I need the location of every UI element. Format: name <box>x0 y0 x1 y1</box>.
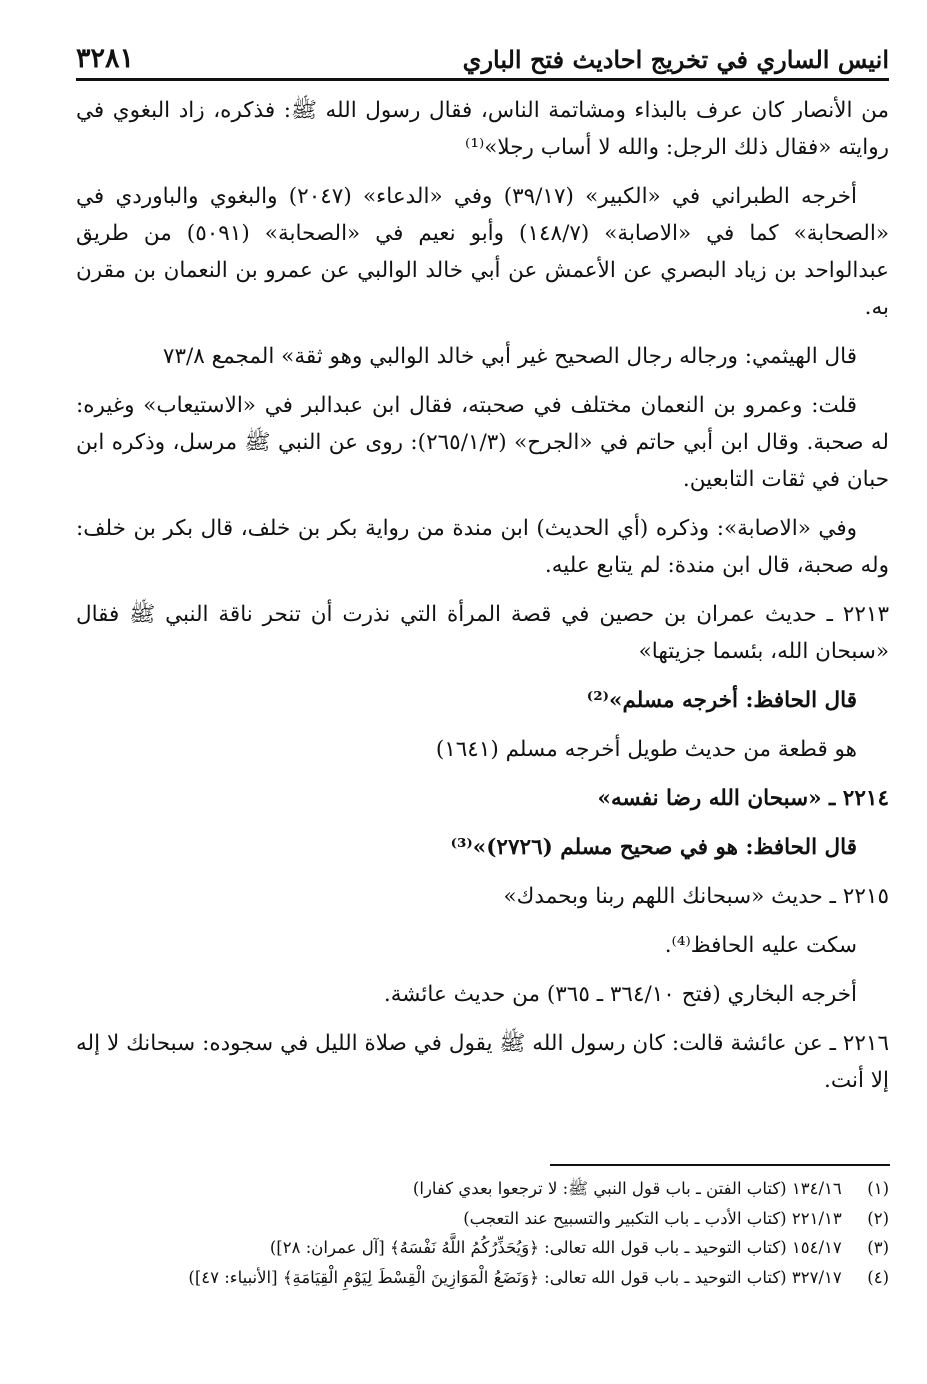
footnote <box>76 1174 889 1204</box>
hadith-entry-2216: ٢٢١٦ ـ عن عائشة قالت: كان رسول الله ﷺ يقول في صلاة الليل في سجوده: سبحانك لا إله إلا أنت. <box>76 1031 889 1093</box>
paragraph: وفي «الاصابة»: وذكره (أي الحديث) ابن مندة من رواية بكر بن خلف، قال بكر بن خلف: وله صحبة، قال ابن مندة: لم يتابع عليه. <box>76 516 889 578</box>
hadith-entry-2213: ٢٢١٣ ـ حديث عمران بن حصين في قصة المرأة التي نذرت أن تنحر ناقة النبي ﷺ فقال «سبحان الله، بئسما جزيتها» <box>76 602 889 664</box>
running-title: انيس الساري في تخريج احاديث فتح الباري <box>462 45 889 74</box>
paragraph: قال الحافظ: هو في صحيح مسلم (٢٧٢٦)»⁽³⁾ <box>450 835 857 860</box>
running-header <box>76 34 889 81</box>
footnote-number: (١) <box>867 1179 889 1198</box>
paragraph: قلت: وعمرو بن النعمان مختلف في صحبته، فقال ابن عبدالبر في «الاستيعاب» وغيره: له صحبة. وقال ابن أبي حاتم في «الجرح» (٢٦٥/١/٣): روى عن النبي ﷺ مرسل، وذكره ابن حبان في ثقات التابعين. <box>76 393 889 492</box>
page-number: ٣٢٨١ <box>76 43 135 74</box>
footnote <box>76 1204 889 1234</box>
footnotes <box>76 1174 889 1292</box>
footnote-text: ٢٢١/١٣ (كتاب الأدب ـ باب التكبير والتسبيح عند التعجب) <box>463 1208 842 1228</box>
paragraph: من الأنصار كان عرف بالبذاء ومشاتمة الناس، فقال رسول الله ﷺ: فذكره، زاد البغوي في روايته «فقال ذلك الرجل: والله لا أساب رجلا»⁽¹⁾ <box>76 98 889 160</box>
paragraph: قال الحافظ: أخرجه مسلم»⁽²⁾ <box>586 688 857 713</box>
footnote-number: (٣) <box>867 1238 889 1257</box>
paragraph: قال الهيثمي: ورجاله رجال الصحيح غير أبي خالد الوالبي وهو ثقة» المجمع ٧٣/٨ <box>162 344 857 369</box>
footnote <box>76 1263 889 1293</box>
footnote-number: (٢) <box>867 1208 889 1228</box>
hadith-entry-2215: ٢٢١٥ ـ حديث «سبحانك اللهم ربنا وبحمدك» <box>503 884 889 909</box>
footnote-text: ١٥٤/١٧ (كتاب التوحيد ـ باب قول الله تعالى: ﴿وَيُحَذِّرُكُمُ اللَّهُ نَفْسَهُ﴾ [آل عمران: ٢٨]) <box>269 1238 842 1257</box>
paragraph: هو قطعة من حديث طويل أخرجه مسلم (١٦٤١) <box>435 737 857 762</box>
hadith-entry-2214: ٢٢١٤ ـ «سبحان الله رضا نفسه» <box>597 786 889 811</box>
main-text <box>76 92 889 1111</box>
footnote-text: ٣٢٧/١٧ (كتاب التوحيد ـ باب قول الله تعالى: ﴿وَنَضَعُ الْمَوَازِينَ الْقِسْطَ لِيَوْمِ الْقِيَامَةِ﴾ [الأنبياء: ٤٧]) <box>188 1267 842 1287</box>
paragraph: أخرجه الطبراني في «الكبير» (٣٩/١٧) وفي «الدعاء» (٢٠٤٧) والبغوي والباوردي في «الصحابة» كما في «الاصابة» (١٤٨/٧) وأبو نعيم في «الصحابة» (٥٠٩١) من طريق عبدالواحد بن زياد البصري عن الأعمش عن أبي خالد الوالبي عن عمرو بن النعمان بن مقرن به. <box>76 184 889 320</box>
footnote-separator <box>550 1164 890 1166</box>
footnote <box>76 1233 889 1263</box>
paragraph: أخرجه البخاري (فتح ٣٦٤/١٠ ـ ٣٦٥) من حديث عائشة. <box>383 982 857 1007</box>
paragraph: سكت عليه الحافظ⁽⁴⁾. <box>664 933 857 958</box>
footnote-text: ١٣٤/١٦ (كتاب الفتن ـ باب قول النبي ﷺ: لا ترجعوا بعدي كفارا) <box>412 1179 842 1198</box>
footnote-number: (٤) <box>867 1267 889 1287</box>
